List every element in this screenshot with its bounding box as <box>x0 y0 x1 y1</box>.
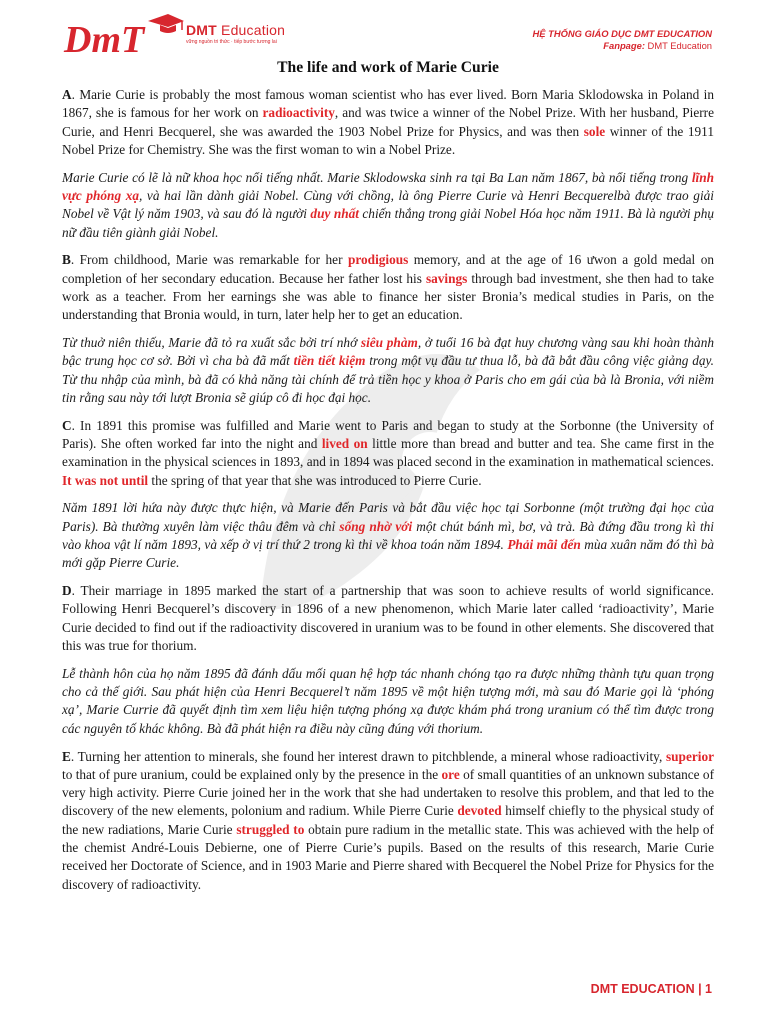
highlighted-term: devoted <box>457 803 502 819</box>
paragraph-text: Năm 1891 lời hứa này được thực hiện, và Marie đến Paris và bắt đầu việc học tại Sorbonne (một trường đại học của Paris). Bà thường xuyên làm việc thâu đêm và chỉ <box>62 500 714 534</box>
paragraph-text: . Their marriage in 1895 marked the start of a partnership that was soon to achieve results of world significance. Following Henri Becquerel’s discovery in 1896 of a new phenomenon, which Marie later called ‘radioactivity’, Marie Curie decided to find out if the radioactivity discovered in uranium was to be found in other elements. She discovered that this was true for thorium. <box>62 583 714 654</box>
paragraph-vietnamese <box>62 334 714 407</box>
paragraph-text: Marie Curie có lẽ là nữ khoa học nổi tiếng nhất. Marie Sklodowska sinh ra tại Ba Lan năm 1867, bà nổi tiếng trong <box>62 169 692 185</box>
brand-name <box>186 22 285 38</box>
fanpage-label: Fanpage: <box>603 40 645 51</box>
paragraph-text: . Marie Curie is probably the most famous woman scientist who has ever lived. Born Maria Sklodowska in Poland in 1867, she is famous for her work on <box>62 87 714 121</box>
paragraph-text: the spring of that year that she was introduced to Pierre Curie. <box>148 472 482 488</box>
system-name: HỆ THỐNG GIÁO DỤC DMT EDUCATION <box>532 28 712 39</box>
brand-tagline: vững nguồn tri thức · tiếp bước tương lai <box>186 39 277 45</box>
fanpage-value: DMT Education <box>644 40 712 51</box>
paragraph-text: mùa xuân năm đó thì bà mới gặp Pierre Curie. <box>62 537 714 571</box>
paragraph-text: một chút bánh mì, bơ, và trà. Bà đứng đầu trong kì thi vào khoa vật lí năm 1893, và xếp ở vị trí thứ 2 trong kì thi về khoa toán năm 1894. <box>62 518 714 553</box>
highlighted-term: savings <box>425 270 468 286</box>
paragraph-text: little more than bread and butter and tea. She came first in the examination in the physical sciences in 1893, and in 1894 was placed second in the examination in mathematical sciences. <box>62 436 714 470</box>
paragraph-text: Từ thuở niên thiếu, Marie đã tỏ ra xuất sắc bởi trí nhớ <box>62 335 361 351</box>
paragraph-text: chiến thắng trong giải Nobel Hóa học năm 1911. Bà là người phụ nữ đầu tiên giành giải Nobel. <box>62 206 714 240</box>
highlighted-term: sole <box>583 123 606 139</box>
paragraph-english <box>62 582 714 655</box>
paragraph-text: . In 1891 this promise was fulfilled and Marie went to Paris and began to study at the Sorbonne (the University of Paris). She often worked far into the night and <box>62 417 714 452</box>
paragraph-text: obtain pure radium in the metallic state. This was achieved with the help of the chemist André-Louis Debierne, one of Pierre Curie’s pupils. Based on the results of this research, Marie Curie received her Doctorate of Science, and in 1903 Marie and Pierre shared with Becquerel the Nobel Prize for Physics for the discovery of radioactivity. <box>62 821 714 892</box>
paragraph-text: , và hai lần dành giải Nobel. Cùng với chồng, là ông Pierre Curie và Henri Becquerelbà được trao giải Nobel về Vật lý năm 1903, và sau đó là người <box>62 187 714 222</box>
paragraph-text: . From childhood, Marie was remarkable for her <box>70 252 348 268</box>
section-letter: C <box>62 417 72 433</box>
highlighted-term: lĩnh vực phóng xạ <box>62 169 714 203</box>
paragraph-english <box>62 251 714 324</box>
dmt-logo-icon <box>62 14 184 56</box>
page-footer: DMT EDUCATION | 1 <box>590 982 712 996</box>
document-title: The life and work of Marie Curie <box>277 59 499 76</box>
highlighted-term: tiền tiết kiệm <box>293 353 366 369</box>
highlighted-term: superior <box>665 748 714 764</box>
paragraph-text: to that of pure uranium, could be explained only by the presence in the <box>62 766 442 782</box>
section-letter: B <box>62 252 71 268</box>
header-info <box>532 28 712 52</box>
paragraph-vietnamese <box>62 499 714 572</box>
page-header <box>0 0 768 58</box>
paragraph-text: , ở tuổi 16 bà đạt huy chương vàng sau khi hoàn thành bậc trung học cơ sở. Bởi vì cha bà đã mất <box>62 335 714 369</box>
highlighted-term: duy nhất <box>310 206 359 222</box>
logo-letters: DmT <box>64 19 145 56</box>
paragraph-text: . Turning her attention to minerals, she found her interest drawn to pitchblende, a mineral whose radioactivity, <box>70 748 666 764</box>
paragraph-text: of small quantities of an unknown substance of very high activity. Pierre Curie joined her in the work that she had undertaken to resolve this problem, and that led to the discovery of the new elements, polonium and radium. While Pierre Curie <box>62 766 714 819</box>
paragraph-list <box>62 86 714 894</box>
highlighted-term: radioactivity <box>262 105 335 121</box>
paragraph-text: memory, and at the age of 16 ưwon a gold medal on completion of her secondary education. Because her father lost his <box>62 252 714 286</box>
paragraph-text: himself chiefly to the physical study of the new radiations, Marie Curie <box>62 803 714 837</box>
brand-main: DMT <box>186 22 217 38</box>
fanpage-line[interactable] <box>532 40 712 52</box>
paragraph-english <box>62 86 714 159</box>
paragraph-text: through bad investment, she then had to take work as a teacher. From her earnings she was able to finance her sister Bronia’s medical studies in Paris, on the understanding that Bronia would, in turn, later help her to get an education. <box>62 270 715 323</box>
highlighted-term: siêu phàm <box>360 335 418 351</box>
paragraph-text: , and was twice a winner of the Nobel Prize. With her husband, Pierre Curie, and Henri Becquerel, she was awarded the 1903 Nobel Prize for Physics, and was then <box>62 105 715 139</box>
paragraph-english <box>62 748 714 894</box>
paragraph-english <box>62 417 714 490</box>
highlighted-term: lived on <box>321 436 368 452</box>
highlighted-term: It was not until <box>62 472 149 488</box>
paragraph-vietnamese <box>62 169 714 242</box>
highlighted-term: Phải mãi đến <box>507 537 581 553</box>
paragraph-text: winner of the 1911 Nobel Prize for Chemistry. She was the first woman to win a Nobel Prize. <box>62 123 714 157</box>
paragraph-text: Lễ thành hôn của họ năm 1895 đã đánh dấu mối quan hệ hợp tác nhanh chóng tạo ra được những thành tựu quan trọng cho cả thế giới. Sau phát hiện của Henri Becquerel’t năm 1895 về một hiện tượng mới, mà sau đó Marie gọi là ‘phóng xạ’, Marie Currie đã quyết định tìm xem liệu hiện tượng phóng xạ được khám phá trong uranium có thể tìm được trong các nguyên tố khác không. Bà đã phát hiện ra điều này cũng đúng với thorium. <box>62 665 714 736</box>
highlighted-term: prodigious <box>347 252 409 268</box>
section-letter: E <box>62 748 71 764</box>
highlighted-term: ore <box>441 766 460 782</box>
paragraph-vietnamese <box>62 665 714 738</box>
section-letter: A <box>62 87 72 102</box>
brand-block <box>186 22 285 45</box>
highlighted-term: struggled to <box>236 821 305 837</box>
section-letter: D <box>62 583 72 599</box>
paragraph-text: trong một vụ đầu tư thua lỗ, bà đã bắt đầu công việc giảng dạy. Từ thu nhập của mình, bà đã có khả năng tài chính để trả tiền học y khoa ở Paris cho em gái của bà là Bronia, với niềm tin rằng sau này tới lượt Bronia sẽ giúp cô đi học đại học. <box>62 353 715 405</box>
highlighted-term: sống nhờ với <box>339 518 413 534</box>
brand-sub: Education <box>216 22 286 38</box>
document-body <box>62 58 714 903</box>
